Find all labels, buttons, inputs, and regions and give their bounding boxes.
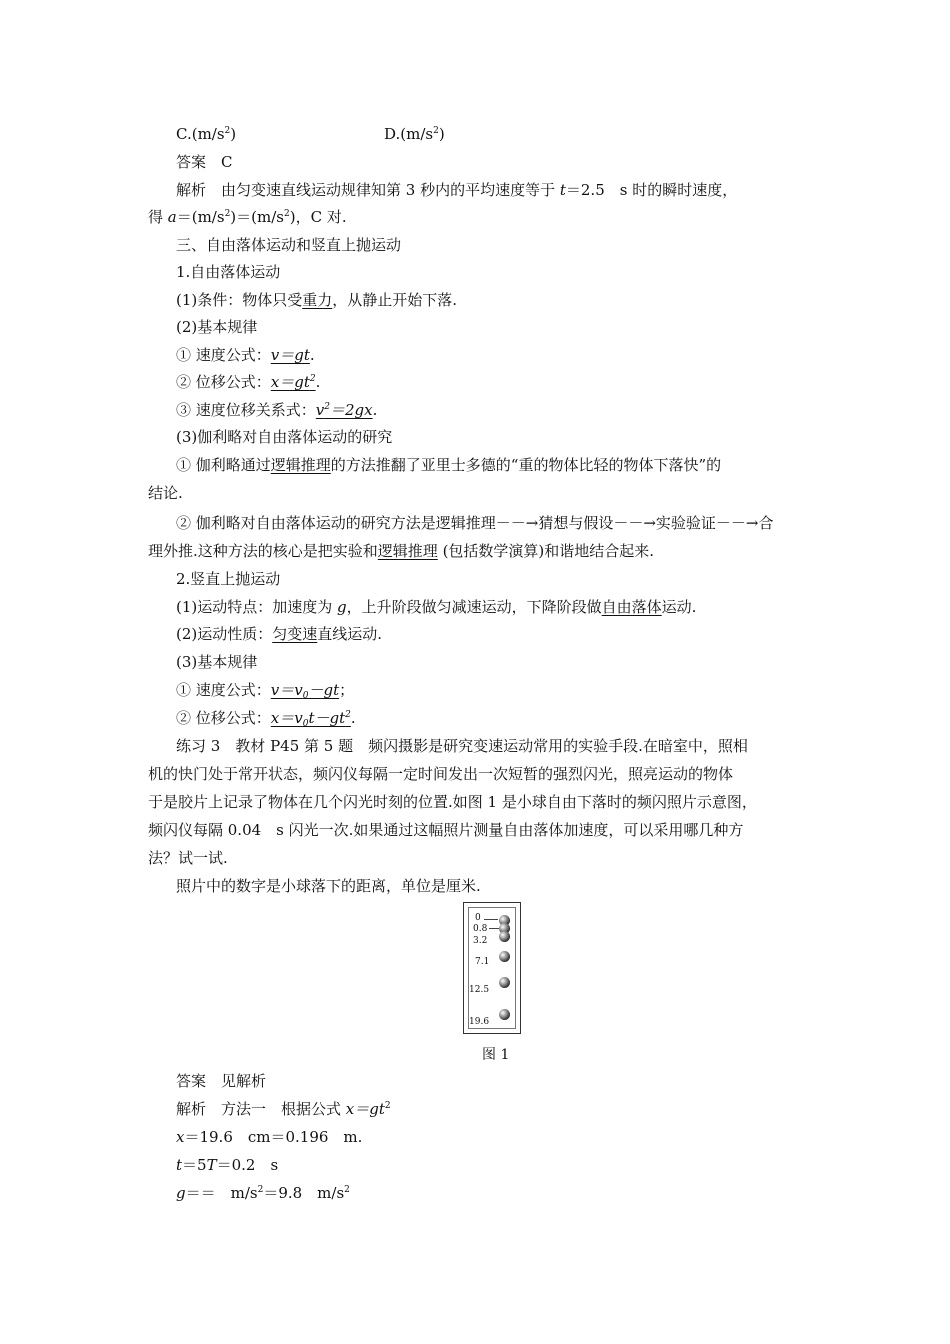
option-c: C.(m/s bbox=[176, 125, 225, 143]
throw-nature: (2)运动性质：匀变速直线运动. bbox=[176, 625, 383, 643]
strobe-photo-figure bbox=[463, 902, 521, 1034]
throw-velocity: ① 速度公式：$v=v_0-gt$； bbox=[176, 681, 355, 701]
subsection-free-fall: 1.自由落体运动 bbox=[176, 263, 281, 281]
figure-label-7-1: 7.1 bbox=[475, 957, 490, 967]
free-fall-condition: (1)条件：物体只受重力，从静止开始下落. bbox=[176, 291, 458, 309]
exercise-3-line-3: 于是胶片上记录了物体在几个闪光时刻的位置.如图 1 是小球自由下落时的频闪照片示意图， bbox=[148, 793, 757, 811]
section-heading: 三、自由落体运动和竖直上抛运动 bbox=[176, 236, 402, 254]
galileo-heading: (3)伽利略对自由落体运动的研究 bbox=[176, 428, 393, 446]
subsection-vertical-throw: 2.竖直上抛运动 bbox=[176, 570, 281, 588]
exercise-3-line-2: 机的快门处于常开状态，频闪仪每隔一定时间发出一次短暂的强烈闪光，照亮运动的物体 bbox=[148, 765, 734, 783]
figure-label-12-5: 12.5 bbox=[469, 985, 490, 995]
free-fall-velocity: ① 速度公式：v＝gt. bbox=[176, 346, 315, 364]
galileo-1-cont: 结论. bbox=[148, 484, 183, 502]
photo-note: 照片中的数字是小球落下的距离，单位是厘米. bbox=[176, 877, 481, 895]
analysis-1-cont: 得 $a=(m/s^2)=(m/s^2)$，C 对. bbox=[148, 208, 347, 226]
exercise-3-line-5: 法？试一试. bbox=[148, 849, 228, 867]
exercise-3-line-1: 练习 3 教材 P45 第 5 题 频闪摄影是研究变速运动常用的实验手段.在暗室中，照相 bbox=[176, 737, 748, 755]
ball-3 bbox=[499, 931, 510, 942]
ball-6 bbox=[499, 1009, 510, 1020]
figure-label-0-8: 0.8 bbox=[473, 924, 488, 934]
exercise-3-line-4: 频闪仪每隔 0.04 s 闪光一次.如果通过这幅照片测量自由落体加速度，可以采用哪几种方 bbox=[148, 821, 744, 839]
method-1-g: g＝＝ $m/s^2=9.8$ $m/s^2$ bbox=[176, 1184, 350, 1202]
free-fall-law: (2)基本规律 bbox=[176, 318, 258, 336]
method-1-x: x＝19.6 cm＝0.196 m. bbox=[176, 1128, 363, 1146]
ball-5 bbox=[499, 977, 510, 988]
free-fall-displacement: ② 位移公式：$x=gt^2$. bbox=[176, 373, 321, 391]
method-1-t: t＝5T＝0.2 s bbox=[176, 1156, 279, 1174]
figure-label-3-2: 3.2 bbox=[473, 936, 488, 946]
option-d: $D.(m/s^2)$ bbox=[384, 125, 445, 143]
figure-caption: 图 1 bbox=[482, 1047, 510, 1063]
figure-label-19-6: 19.6 bbox=[469, 1017, 490, 1027]
throw-displacement: ② 位移公式：$x=v_0t-gt^2$. bbox=[176, 709, 356, 729]
throw-law: (3)基本规律 bbox=[176, 653, 258, 671]
answer-2: 答案 见解析 bbox=[176, 1072, 267, 1090]
throw-features: (1)运动特点：加速度为 g，上升阶段做匀减速运动，下降阶段做自由落体运动. bbox=[176, 598, 697, 616]
options-line: $C.(m/s^2)$ $D.(m/s^2)$ bbox=[176, 125, 445, 143]
figure-label-0: 0 bbox=[475, 913, 481, 923]
galileo-2: ② 伽利略对自由落体运动的研究方法是逻辑推理－－→猜想与假设－－→实验验证－－→合 bbox=[176, 514, 774, 532]
galileo-2-cont: 理外推.这种方法的核心是把实验和逻辑推理 (包括数学演算)和谐地结合起来. bbox=[148, 542, 655, 560]
galileo-1: ① 伽利略通过逻辑推理的方法推翻了亚里士多德的“重的物体比轻的物体下落快”的 bbox=[176, 456, 722, 474]
analysis-1: 解析 由匀变速直线运动规律知第 3 秒内的平均速度等于 t＝2.5 s 时的瞬时速度， bbox=[176, 181, 738, 199]
method-1: 解析 方法一 根据公式 $x=gt^2$ bbox=[176, 1100, 391, 1118]
ball-4 bbox=[499, 951, 510, 962]
free-fall-vx: ③ 速度位移关系式：$v^2=2gx$. bbox=[176, 401, 378, 419]
answer-1: 答案 C bbox=[176, 153, 233, 171]
